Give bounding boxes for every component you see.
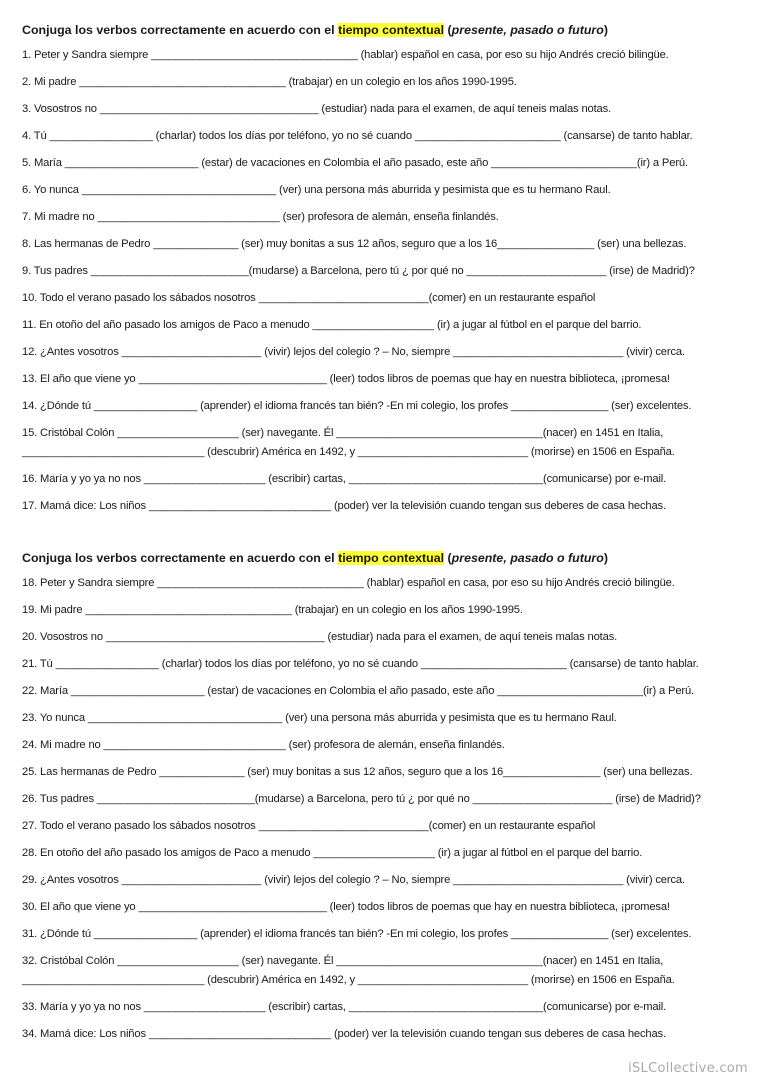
exercise-line: 10. Todo el verano pasado los sábados nosotros ____________________________(comer) en un restaurante español [22, 292, 596, 304]
heading-highlight: tiempo contextual [338, 23, 445, 37]
heading-paren-close: ) [603, 551, 608, 565]
exercise-line: 5. María ______________________ (estar) de vacaciones en Colombia el año pasado, este año ________________________(ir) a Perú. [22, 157, 688, 169]
heading-text: Conjuga los verbos correctamente en acuerdo con el [22, 23, 339, 37]
heading-paren-open: ( [444, 23, 452, 37]
heading-paren-open: ( [444, 551, 452, 565]
exercise-line: 26. Tus padres __________________________(mudarse) a Barcelona, pero tú ¿ por qué no _______________________ (irse) de Madrid)? [22, 793, 701, 805]
exercise-line: 9. Tus padres __________________________(mudarse) a Barcelona, pero tú ¿ por qué no _______________________ (irse) de Madrid)? [22, 265, 695, 277]
exercise-line: 32. Cristóbal Colón ____________________ (ser) navegante. Él __________________________________(nacer) en 1451 en Italia, ______________________________ (descubrir) América en 1492, y ____________________________ (morirse) en 1506 en España. [22, 955, 675, 986]
exercise-line: 14. ¿Dónde tú _________________ (aprender) el idioma francés tan bién? -En mi colegio, los profes ________________ (ser) excelentes. [22, 400, 692, 412]
exercise-line: 33. María y yo ya no nos ____________________ (escribir) cartas, ________________________________(comunicarse) por e-mail. [22, 1001, 667, 1013]
exercise-line: 23. Yo nunca ________________________________ (ver) una persona más aburrida y pesimista que es tu hermano Raul. [22, 712, 617, 724]
exercise-line: 19. Mi padre __________________________________ (trabajar) en un colegio en los años 1990-1995. [22, 604, 523, 616]
heading-highlight: tiempo contextual [338, 551, 445, 565]
exercise-line: 1. Peter y Sandra siempre __________________________________ (hablar) español en casa, por eso su hijo Andrés creció bilingüe. [22, 49, 669, 61]
exercise-line: 20. Vosostros no ____________________________________ (estudiar) nada para el examen, de aquí teneis malas notas. [22, 631, 618, 643]
exercise-line: 28. En otoño del año pasado los amigos de Paco a menudo ____________________ (ir) a jugar al fútbol en el parque del barrio. [22, 847, 643, 859]
site-watermark: iSLCollective.com [628, 1061, 748, 1076]
section-heading [22, 546, 752, 570]
exercise-line: 12. ¿Antes vosotros _______________________ (vivir) lejos del colegio ? – No, siempre ____________________________ (vivir) cerca. [22, 346, 685, 358]
exercise-line: 30. El año que viene yo _______________________________ (leer) todos libros de poemas que hay en nuestra biblioteca, ¡promesa! [22, 901, 670, 913]
exercise-line: 2. Mi padre __________________________________ (trabajar) en un colegio en los años 1990-1995. [22, 76, 517, 88]
exercise-line: 24. Mi madre no ______________________________ (ser) profesora de alemán, enseña finlandés. [22, 739, 505, 751]
heading-tenses: presente, pasado o futuro [451, 551, 604, 565]
exercise-line: 17. Mamá dice: Los niños ______________________________ (poder) ver la televisión cuando tengan sus deberes de casa hechas. [22, 500, 666, 512]
exercise-line: 6. Yo nunca ________________________________ (ver) una persona más aburrida y pesimista que es tu hermano Raul. [22, 184, 611, 196]
exercise-line: 7. Mi madre no ______________________________ (ser) profesora de alemán, enseña finlandés. [22, 211, 499, 223]
heading-tenses: presente, pasado o futuro [451, 23, 604, 37]
exercise-line: 18. Peter y Sandra siempre __________________________________ (hablar) español en casa, por eso su hijo Andrés creció bilingüe. [22, 577, 675, 589]
exercise-line: 4. Tú _________________ (charlar) todos los días por teléfono, yo no sé cuando ________________________ (cansarse) de tanto hablar. [22, 130, 693, 142]
exercise-line: 3. Vosostros no ____________________________________ (estudiar) nada para el examen, de aquí teneis malas notas. [22, 103, 612, 115]
exercise-line: 16. María y yo ya no nos ____________________ (escribir) cartas, ________________________________(comunicarse) por e-mail. [22, 473, 667, 485]
heading-paren-close: ) [603, 23, 608, 37]
exercise-section-1 [22, 18, 752, 520]
exercise-line: 21. Tú _________________ (charlar) todos los días por teléfono, yo no sé cuando ________________________ (cansarse) de tanto hablar. [22, 658, 699, 670]
exercise-line: 8. Las hermanas de Pedro ______________ (ser) muy bonitas a sus 12 años, seguro que a los 16________________ (ser) una bellezas. [22, 238, 687, 250]
exercise-line: 22. María ______________________ (estar) de vacaciones en Colombia el año pasado, este año ________________________(ir) a Perú. [22, 685, 694, 697]
exercise-line: 34. Mamá dice: Los niños ______________________________ (poder) ver la televisión cuando tengan sus deberes de casa hechas. [22, 1028, 666, 1040]
exercise-line: 27. Todo el verano pasado los sábados nosotros ____________________________(comer) en un restaurante español [22, 820, 596, 832]
exercise-section-2 [22, 546, 752, 1048]
heading-text: Conjuga los verbos correctamente en acuerdo con el [22, 551, 339, 565]
exercise-line: 13. El año que viene yo _______________________________ (leer) todos libros de poemas que hay en nuestra biblioteca, ¡promesa! [22, 373, 670, 385]
exercise-line: 15. Cristóbal Colón ____________________ (ser) navegante. Él __________________________________(nacer) en 1451 en Italia, ______________________________ (descubrir) América en 1492, y ____________________________ (morirse) en 1506 en España. [22, 427, 675, 458]
exercise-line: 29. ¿Antes vosotros _______________________ (vivir) lejos del colegio ? – No, siempre ____________________________ (vivir) cerca. [22, 874, 685, 886]
exercise-line: 25. Las hermanas de Pedro ______________ (ser) muy bonitas a sus 12 años, seguro que a los 16________________ (ser) una bellezas. [22, 766, 693, 778]
exercise-line: 31. ¿Dónde tú _________________ (aprender) el idioma francés tan bién? -En mi colegio, los profes ________________ (ser) excelentes. [22, 928, 692, 940]
section-heading [22, 18, 752, 42]
exercise-line: 11. En otoño del año pasado los amigos de Paco a menudo ____________________ (ir) a jugar al fútbol en el parque del barrio. [22, 319, 642, 331]
